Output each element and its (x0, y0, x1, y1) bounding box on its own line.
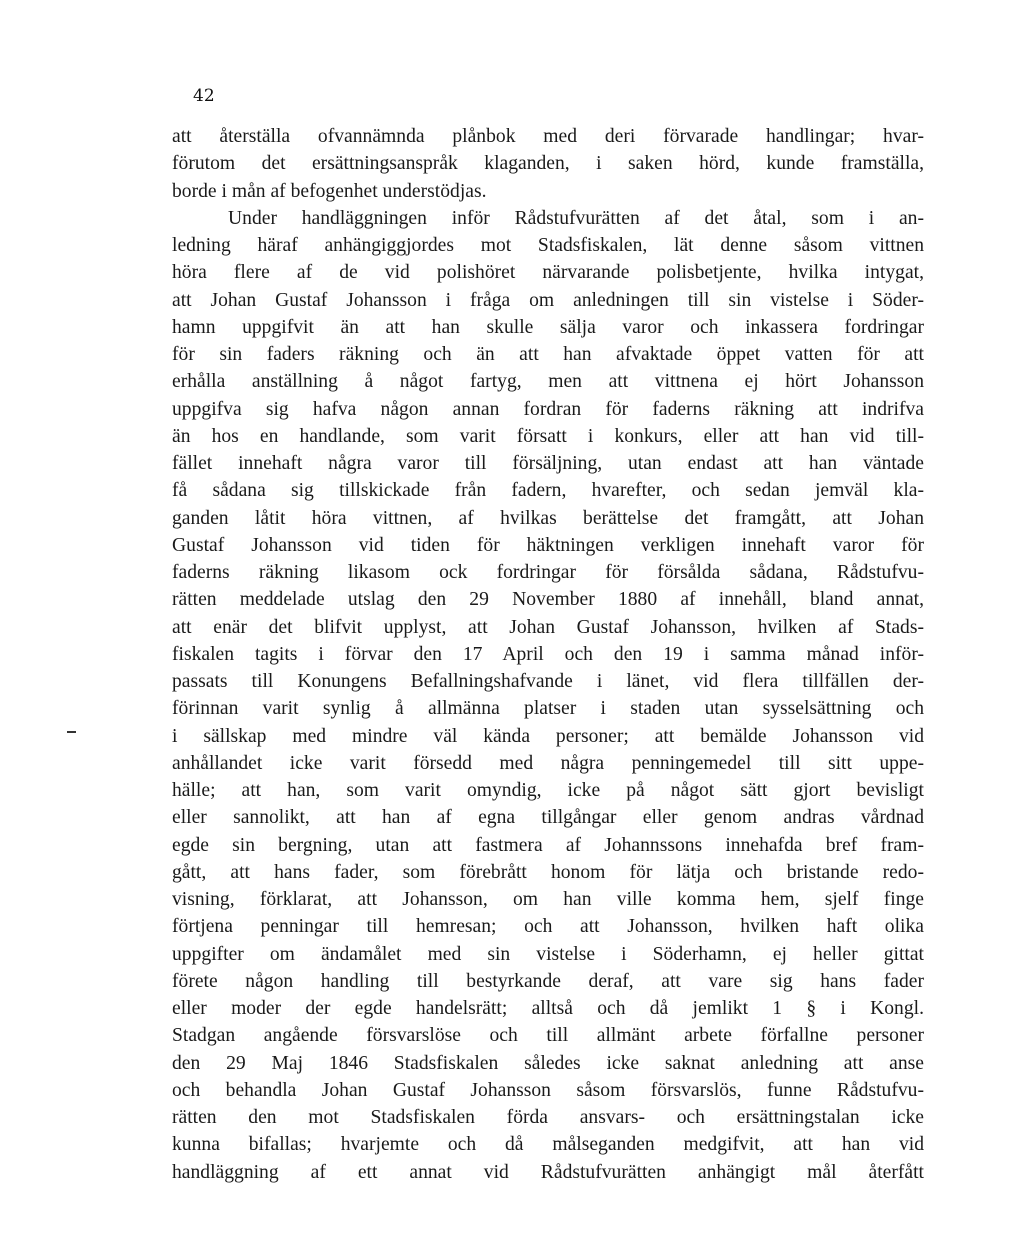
text-line: och behandla Johan Gustaf Johansson såsom försvarslös, funne Rådstufvu- (172, 1079, 924, 1101)
text-line: den 29 Maj 1846 Stadsfiskalen således icke saknat anledning att anse (172, 1052, 924, 1074)
text-line: visning, förklarat, att Johansson, om han ville komma hem, sjelf finge (172, 889, 924, 910)
text-line: rätten meddelade utslag den 29 November 1880 af innehåll, bland annat, (172, 589, 924, 611)
text-line: uppgifva sig hafva någon annan fordran för faderns räkning att indrifva (172, 398, 924, 420)
text-line: fiskalen tagits i förvar den 17 April och den 19 i samma månad inför- (172, 643, 924, 665)
text-line: kunna bifallas; hvarjemte och då målseganden medgifvit, att han vid (172, 1134, 924, 1156)
text-line: Under handläggningen inför Rådstufvurätten af det åtal, som i an- (228, 207, 924, 229)
body-text (172, 123, 924, 1186)
text-line: höra flere af de vid polishöret närvarande polisbetjente, hvilka intygat, (172, 262, 924, 284)
text-line: än hos en handlande, som varit försatt i konkurs, eller att han vid till- (172, 425, 924, 447)
text-line: passats till Konungens Befallningshafvande i länet, vid flera tillfällen der- (172, 671, 924, 692)
text-line: att Johan Gustaf Johansson i fråga om anledningen till sin vistelse i Söder- (172, 289, 924, 311)
text-line: förtjena penningar till hemresan; och att Johansson, hvilken haft olika (172, 916, 924, 938)
text-line: fället innehaft några varor till försäljning, utan endast att han väntade (172, 453, 924, 474)
text-line: faderns räkning likasom ock fordringar för försålda sådana, Rådstufvu- (172, 562, 924, 583)
text-line: få sådana sig tillskickade från fadern, hvarefter, och sedan jemväl kla- (172, 480, 924, 502)
text-line: hamn uppgifvit än att han skulle sälja varor och inkassera fordringar (172, 316, 924, 338)
text-line: att återställa ofvannämnda plånbok med deri förvarade handlingar; hvar- (172, 126, 924, 147)
text-line: erhålla anställning å något fartyg, men att vittnena ej hört Johansson (172, 371, 924, 393)
text-line: att enär det blifvit upplyst, att Johan Gustaf Johansson, hvilken af Stads- (172, 616, 924, 638)
text-line: ganden låtit höra vittnen, af hvilkas berättelse det framgått, att Johan (172, 507, 924, 529)
text-line: förinnan varit synlig å allmänna platser i staden utan sysselsättning och (172, 698, 924, 720)
text-line: anhållandet icke varit försedd med några penningemedel till sitt uppe- (172, 752, 924, 774)
text-line: förete någon handling till bestyrkande deraf, att vare sig hans fader (172, 970, 924, 992)
text-line: eller moder der egde handelsrätt; alltså och då jemlikt 1 § i Kongl. (172, 998, 924, 1019)
text-line: borde i mån af befogenhet understödjas. (172, 180, 487, 202)
page-number: 42 (193, 86, 215, 106)
text-line: Gustaf Johansson vid tiden för häktningen verkligen innehaft varor för (172, 534, 924, 556)
text-line: egde sin bergning, utan att fastmera af Johannssons innehafda bref fram- (172, 834, 924, 856)
text-line: Stadgan angående försvarslöse och till allmänt arbete förfallne personer (172, 1025, 924, 1047)
text-line: eller sannolikt, att han af egna tillgångar eller genom andras vårdnad (172, 807, 924, 829)
text-line: uppgifter om ändamålet med sin vistelse i Söderhamn, ej heller gittat (172, 943, 924, 965)
text-line: rätten den mot Stadsfiskalen förda ansvars- och ersättningstalan icke (172, 1107, 924, 1128)
text-line: handläggning af ett annat vid Rådstufvurätten anhängigt mål återfått (172, 1161, 924, 1183)
text-line: ledning häraf anhängiggjordes mot Stadsfiskalen, lät denne såsom vittnen (172, 235, 924, 256)
text-line: för sin faders räkning och än att han afvaktade öppet vatten för att (172, 344, 924, 365)
text-line: gått, att hans fader, som förebrått honom för lätja och bristande redo- (172, 861, 924, 883)
margin-mark (67, 731, 76, 733)
text-line: i sällskap med mindre väl kända personer; att bemälde Johansson vid (172, 725, 924, 747)
text-line: hälle; att han, som varit omyndig, icke på något sätt gjort bevisligt (172, 780, 924, 801)
text-line: förutom det ersättningsanspråk klaganden, i saken hörd, kunde framställa, (172, 153, 924, 175)
